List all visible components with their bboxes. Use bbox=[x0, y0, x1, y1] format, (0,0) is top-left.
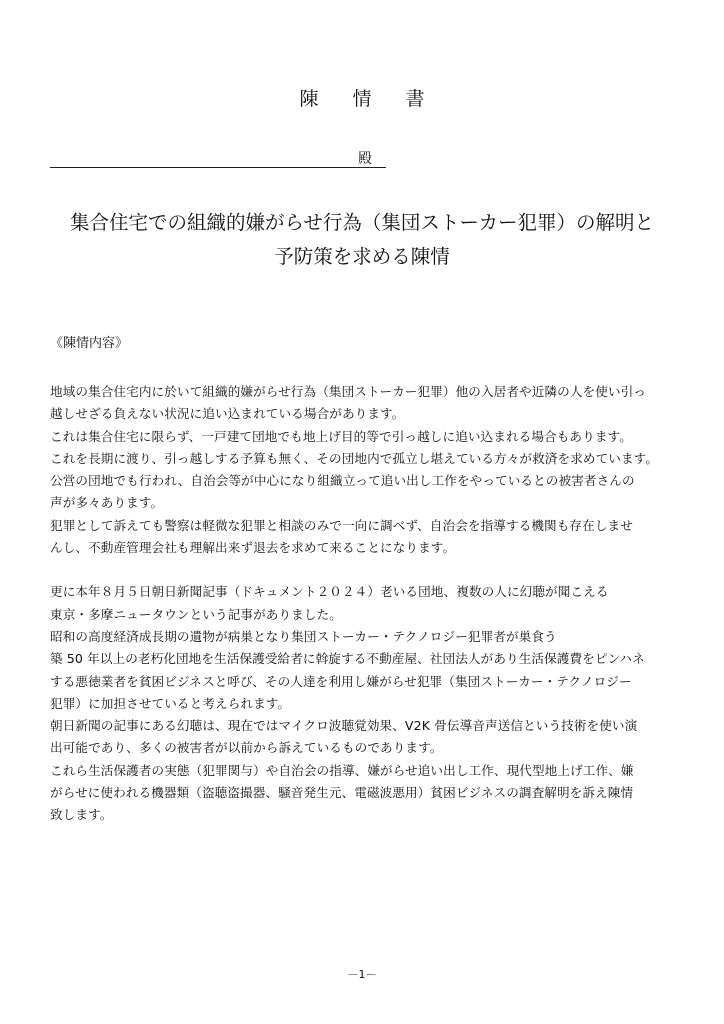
addressee-honorific: 殿 bbox=[358, 151, 372, 167]
body-line: んし、不動産管理会社も理解出来ず退去を求めて来ることになります。 bbox=[50, 540, 456, 556]
body-line: 昭和の高度経済成長期の遺物が病巣となり集団ストーカー・テクノロジー犯罪者が巣食う bbox=[50, 628, 557, 644]
body-line: 公営の団地でも行われ、自治会等が中心になり組織立って追い出し工作をやっているとの被害者さんの bbox=[50, 473, 635, 489]
body-line: 出可能であり、多くの被害者が以前から訴えているものであります。 bbox=[50, 740, 443, 756]
body-line: する悪徳業者を貧困ビジネスと呼び、その人達を利用し嫌がらせ犯罪（集団ストーカー・テクノロジー bbox=[50, 673, 632, 689]
petition-heading-line-1: 集合住宅での組織的嫌がらせ行為（集団ストーカー犯罪）の解明と bbox=[69, 211, 655, 234]
body-line: 致します。 bbox=[50, 807, 113, 823]
body-line: 地域の集合住宅内に於いて組織的嫌がらせ行為（集団ストーカー犯罪）他の入居者や近隣の人を使い引っ bbox=[50, 384, 646, 399]
petition-heading-line-2: 予防策を求める陳情 bbox=[274, 245, 450, 268]
body-line: 越しせざる負えない状況に追い込まれている場合があります。 bbox=[50, 406, 405, 422]
body-line: これを長期に渡り、引っ越しする予算も無く、その団地内で孤立し堪えている方々が救済を求めています。 bbox=[50, 450, 659, 466]
petition-heading bbox=[40, 206, 684, 274]
page-number: －1－ bbox=[347, 968, 377, 981]
body-line: 築 50 年以上の老朽化団地を生活保護受給者に斡旋する不動産屋、社団法人があり生活保護費をピンハネ bbox=[50, 651, 645, 667]
body-line: 東京・多摩ニュータウンという記事がありました。 bbox=[50, 606, 342, 622]
addressee-blank-line bbox=[50, 167, 386, 168]
paragraph-gap bbox=[50, 559, 682, 581]
body-line: 犯罪）に加担させていると考えられます。 bbox=[50, 695, 291, 711]
section-label: 《陳情内容》 bbox=[50, 336, 129, 351]
body-line: これは集合住宅に限らず、一戸建て団地でも地上げ目的等で引っ越しに追い込まれる場合もあります。 bbox=[50, 428, 632, 444]
body-line: がらせに使われる機器類（盗聴盗撮器、騒音発生元、電磁波悪用）貧困ビジネスの調査解明を訴え陳情 bbox=[50, 785, 634, 801]
body-line: 朝日新聞の記事にある幻聴は、現在ではマイクロ波聴覚効果、V2K 骨伝導音声送信という技術を使い演 bbox=[50, 718, 638, 734]
body-line: 犯罪として訴えても警察は軽微な犯罪と相談のみで一向に調べず、自治会を指導する機関も存在しませ bbox=[50, 517, 633, 533]
body-line: これら生活保護者の実態（犯罪関与）や自治会の指導、嫌がらせ追い出し工作、現代型地上げ工作、嫌 bbox=[50, 762, 634, 778]
body-line: 更に本年８月５日朝日新聞記事（ドキュメント２０２４）老いる団地、複数の人に幻聴が聞こえる bbox=[50, 584, 609, 600]
document-title: 陳 情 書 bbox=[299, 88, 439, 110]
body-line: 声が多々あります。 bbox=[50, 495, 164, 511]
petition-body bbox=[50, 381, 682, 827]
